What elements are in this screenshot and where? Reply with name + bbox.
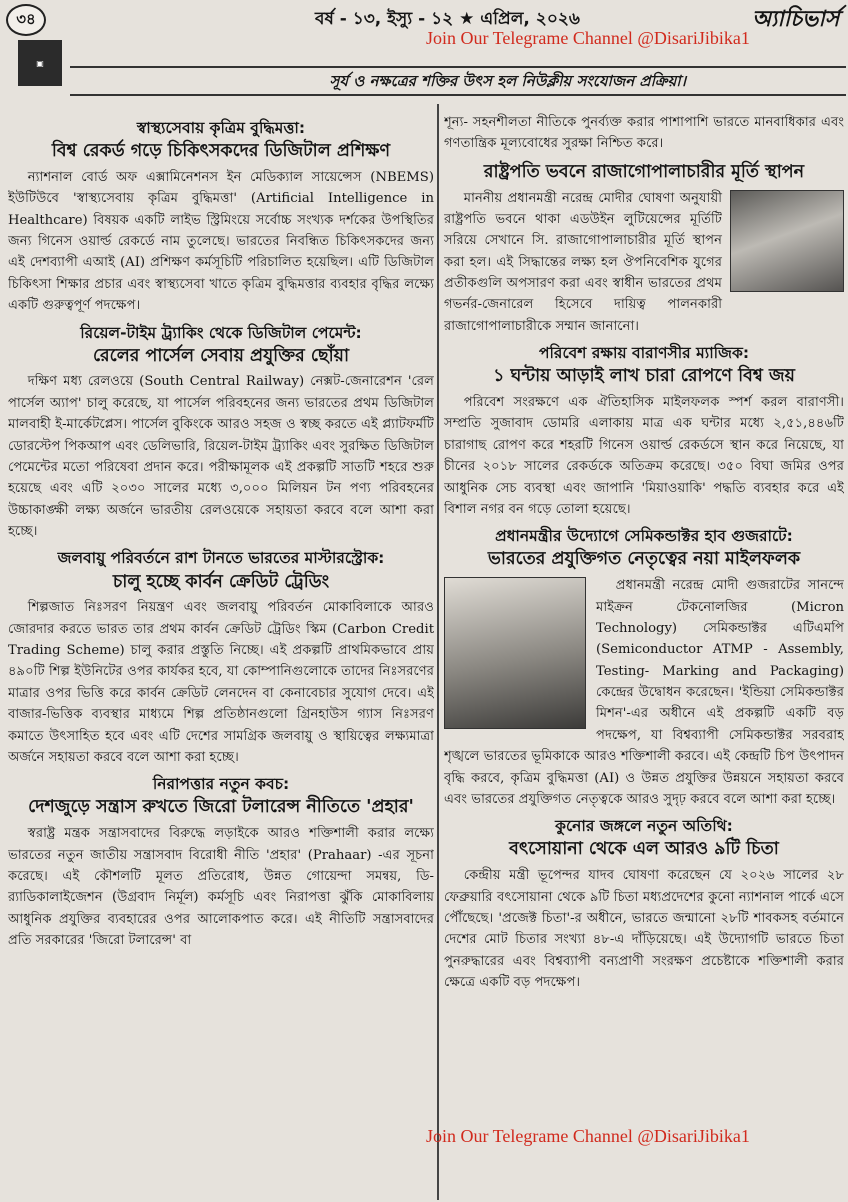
article-body: ন্যাশনাল বোর্ড অফ এক্সামিনেশনস ইন মেডিক্যাল সায়েন্সেস (NBEMS) ইউটিউবে 'স্বাস্থ্যসেবায় কৃত্রিম বুদ্ধিমত্তা' (Artificial Intelligence in Healthcare) বিষয়ক একটি লাইভ স্ট্রিমিংয়ে সর্বোচ্চ সংখ্যক দর্শকের উপস্থিতির জন্য গিনেস ওয়ার্ল্ড রেকর্ডে নাম তুলেছে। ভারতের নিবন্ধিত চিকিৎসকদের জন্য এই দেশব্যাপী এআই (AI) প্রশিক্ষণ কর্মসূচিটি পরিচালিত হয়েছিল। এটি ডিজিটাল চিকিৎসা শিক্ষার প্রচার এবং স্বাস্থ্যসেবা খাতে কৃত্রিম বুদ্ধিমত্তার ব্যবহার বৃদ্ধির লক্ষ্যে একটি গুরুত্বপূর্ণ পদক্ষেপ। <box>8 169 434 314</box>
article-kicker: রিয়েল-টাইম ট্র্যাকিং থেকে ডিজিটাল পেমেন্ট: <box>80 323 362 342</box>
article-headline: দেশজুড়ে সন্ত্রাস রুখতে জিরো টলারেন্স নীতিতে 'প্রহার' <box>28 797 414 818</box>
article-body: প্রধানমন্ত্রী নরেন্দ্র মোদী গুজরাটের সানন্দে মাইক্রন টেকনোলজির (Micron Technology) সেমিকন্ডাক্টর এটিএমপি (Semiconductor ATMP - Assembly, Testing- Marking and Packaging) কেন্দ্রের উদ্বোধন করেছেন। 'ইন্ডিয়া সেমিকন্ডাক্টর মিশন'-এর অধীনে এই প্রকল্পটি একটি বড় পদক্ষেপ, যা বিশ্বব্যাপী সেমিকন্ডাক্টর সরবরাহ শৃঙ্খলে ভারতের ভূমিকাকে আরও শক্তিশালী করবে। এই কেন্দ্রটি চিপ উৎপাদন বৃদ্ধি করবে, কৃত্রিম বুদ্ধিমত্তা (AI) ও উন্নত প্রযুক্তির উন্নয়নে সহায়তা করবে এবং ভারতের প্রযুক্তিগত নেতৃত্বকে আরও সুদৃঢ় করবে বলে আশা করা হচ্ছে। <box>444 578 844 807</box>
article-varanasi-plantation <box>444 343 844 520</box>
issue-line: বর্ষ - ১৩, ইস্যু - ১২ ★ এপ্রিল, ২০২৬ <box>315 9 580 29</box>
article-body: দক্ষিণ মধ্য রেলওয়ে (South Central Railway) নেক্সট-জেনারেশন 'রেল পার্সেল অ্যাপ' চালু করেছে, যা পার্সেল পরিবহনের জন্য ভারতের প্রথম ডিজিটাল মালবাহী ই-মার্কেটপ্লেস। পার্সেল বুকিংকে আরও সহজ ও স্বচ্ছ করতে এই প্ল্যাটফর্মটি ডোরস্টেপ পিকআপ এবং ডেলিভারি, রিয়েল-টাইম ট্র্যাকিং এবং সুরক্ষিত ডিজিটাল পেমেন্টের মতো পরিষেবা প্রদান করে। পরীক্ষামূলক এই প্রকল্পটি সাতটি শহরে শুরু হয়েছে এবং এটি ২০৩০ সালের মধ্যে ৩,০০০ মিলিয়ন টন পণ্য পরিবহনের উচ্চাকাঙ্ক্ষী লক্ষ্য অর্জনে ভারতীয় রেলওয়েকে সহায়তা করবে বলে আশা করা হচ্ছে। <box>8 374 434 540</box>
tagline-bar <box>70 66 846 96</box>
page-header <box>0 0 848 60</box>
right-column <box>444 112 844 1202</box>
tagline: সূর্য ও নক্ষত্রের শক্তির উৎস হল নিউক্লীয় সংযোজন প্রক্রিয়া। <box>329 72 686 90</box>
article-headline: রেলের পার্সেল সেবায় প্রযুক্তির ছোঁয়া <box>92 345 350 366</box>
article-carbon-credit <box>8 548 434 768</box>
article-kuno-cheetahs <box>444 816 844 993</box>
column-divider <box>437 104 439 1200</box>
statue-photo <box>730 190 844 292</box>
article-rail-parcel <box>8 323 434 543</box>
article-continuation: শূন্য- সহনশীলতা নীতিকে পুনর্ব্যক্ত করার পাশাপাশি ভারতে মানবাধিকার এবং গণতান্ত্রিক মূল্যবোধের সুরক্ষা নিশ্চিত করে। <box>444 115 844 152</box>
article-prahaar <box>8 774 434 951</box>
article-kicker: জলবায়ু পরিবর্তনে রাশ টানতে ভারতের মাস্টারস্ট্রোক: <box>57 549 385 568</box>
article-headline: রাষ্ট্রপতি ভবনে রাজাগোপালাচারীর মূর্তি স্থাপন <box>483 161 805 182</box>
article-headline: বিশ্ব রেকর্ড গড়ে চিকিৎসকদের ডিজিটাল প্রশিক্ষণ <box>51 141 391 162</box>
article-kicker: পরিবেশ রক্ষায় বারাণসীর ম্যাজিক: <box>538 344 750 363</box>
article-kicker: প্রধানমন্ত্রীর উদ্যোগে সেমিকন্ডাক্টর হাব গুজরাটে: <box>495 527 793 546</box>
article-rajagopalachari-statue <box>444 161 844 337</box>
left-column <box>8 112 434 1202</box>
article-body: স্বরাষ্ট্র মন্ত্রক সন্ত্রাসবাদের বিরুদ্ধে লড়াইকে আরও শক্তিশালী করার লক্ষ্যে ভারতের নতুন জাতীয় সন্ত্রাসবাদ বিরোধী নীতি 'প্রহার' (Prahaar) -এর সূচনা করেছে। এই কৌশলটি মূলত প্রতিরোধ, উন্নত গোয়েন্দা সমন্বয়, ডি-র‍্যাডিকালাইজেশন (উগ্রবাদ নির্মূল) কর্মসূচি এবং নিরাপত্তা ঝুঁকি মোকাবিলায় আধুনিক প্রযুক্তির ব্যবহারের ওপর আলোকপাত করে। এই নীতিটি সন্ত্রাসবাদের প্রতি সরকারের 'জিরো টলারেন্স' বা <box>8 826 434 949</box>
article-kicker: স্বাস্থ্যসেবায় কৃত্রিম বুদ্ধিমত্তা: <box>136 119 306 137</box>
watermark-bottom: Join Our Telegrame Channel @DisariJibika1 <box>426 1126 750 1146</box>
article-kicker: নিরাপত্তার নতুন কবচ: <box>152 775 290 794</box>
article-headline: চালু হচ্ছে কার্বন ক্রেডিট ট্রেডিং <box>112 571 330 592</box>
article-body: পরিবেশ সংরক্ষণে এক ঐতিহাসিক মাইলফলক স্পর্শ করল বারাণসী। সম্প্রতি সুজাবাদ ডোমরি এলাকায় মাত্র এক ঘন্টার মধ্যে ২,৫১,৪৪৬টি চারাগাছ রোপণ করে শহরটি গিনেস ওয়ার্ল্ড রেকর্ডসে স্থান করে নিয়েছে, যা চীনের ২০১৮ সালের রেকর্ডকে অতিক্রম করেছে। ৩৫০ বিঘা জমির ওপর আধুনিক সেচ ব্যবস্থা এবং জাপানি 'মিয়াওয়াকি' পদ্ধতি ব্যবহার করে এই বিশাল নগর বন গড়ে তোলা হয়েছে। <box>444 395 844 517</box>
semiconductor-inauguration-photo <box>444 577 586 729</box>
article-body: শিল্পজাত নিঃসরণ নিয়ন্ত্রণ এবং জলবায়ু পরিবর্তন মোকাবিলাকে আরও জোরদার করতে ভারত তার প্রথম কার্বন ক্রেডিট ট্রেডিং স্কিম (Carbon Credit Trading Scheme) চালু করার প্রস্তুতি নিচ্ছে। এই প্রকল্পটি প্রাথমিকভাবে প্রায় ৪৯০টি শিল্প ইউনিটের ওপর কার্যকর হবে, যা কোম্পানিগুলোকে তাদের নিঃসরণের মাত্রার ওপর ভিত্তি করে কার্বন ক্রেডিট লেনদেন বা কেনাবেচার সুযোগ দেবে। এই বাজার-ভিত্তিক ব্যবস্থার মাধ্যমে শিল্প প্রতিষ্ঠানগুলো গ্রিনহাউস গ্যাস নিঃসরণ কমাতে উৎসাহিত হবে এবং এটি দেশের সামগ্রিক জলবায়ু ও স্থায়িত্বের লক্ষ্যমাত্রা অর্জনে সহায়তা করবে বলে আশা করা হচ্ছে। <box>8 600 434 765</box>
article-headline: ভারতের প্রযুক্তিগত নেতৃত্বের নয়া মাইলফলক <box>487 549 801 570</box>
article-kicker: কুনোর জঙ্গলে নতুন অতিথি: <box>555 817 733 836</box>
brand-logo-text: অ্যাচিভার্স <box>752 7 840 32</box>
article-headline: ১ ঘন্টায় আড়াই লাখ চারা রোপণে বিশ্ব জয় <box>493 366 795 387</box>
article-ai-healthcare <box>8 118 434 317</box>
article-semiconductor-hub <box>444 526 844 810</box>
article-body: কেন্দ্রীয় মন্ত্রী ভূপেন্দর যাদব ঘোষণা করেছেন যে ২০২৬ সালের ২৮ ফেব্রুয়ারি বৎসোয়ানা থেকে ৯টি চিতা মধ্যপ্রদেশের কুনো ন্যাশনাল পার্কে এসে পৌঁছেছে। 'প্রজেক্ট চিতা'-র অধীনে, ভারতে জন্মানো ২৮টি শাবকসহ বর্তমানে দেশের মোট চিতার সংখ্যা ৪৮-এ দাঁড়িয়েছে। এই উদ্যোগটি ভারতে চিতা পুনরুদ্ধারের এবং বিশ্বব্যাপী বন্যপ্রাণী সংরক্ষণ প্রচেষ্টাকে শক্তিশালী করার ক্ষেত্রে একটি বড় পদক্ষেপ। <box>444 868 844 991</box>
section-logo-icon: ▣ <box>18 40 62 86</box>
page-number: ৩৪ <box>6 4 46 36</box>
article-headline: বৎসোয়ানা থেকে এল আরও ৯টি চিতা <box>509 839 779 860</box>
watermark-top: Join Our Telegrame Channel @DisariJibika1 <box>426 28 750 48</box>
article-body: মাননীয় প্রধানমন্ত্রী নরেন্দ্র মোদীর ঘোষণা অনুযায়ী রাষ্ট্রপতি ভবনে থাকা এডউইন লুটিয়েন্সের মূর্তিটি সরিয়ে সেখানে সি. রাজাগোপালাচারীর মূর্তি স্থাপন করা হল। এই সিদ্ধান্তের লক্ষ্য হল ঔপনিবেশিক যুগের প্রতীকগুলি অপসারণ করা এবং স্বাধীন ভারতের প্রথম গভর্নর-জেনারেল হিসেবে দায়িত্ব পালনকারী রাজাগোপালাচারীকে সম্মান জানানো। <box>444 190 722 334</box>
